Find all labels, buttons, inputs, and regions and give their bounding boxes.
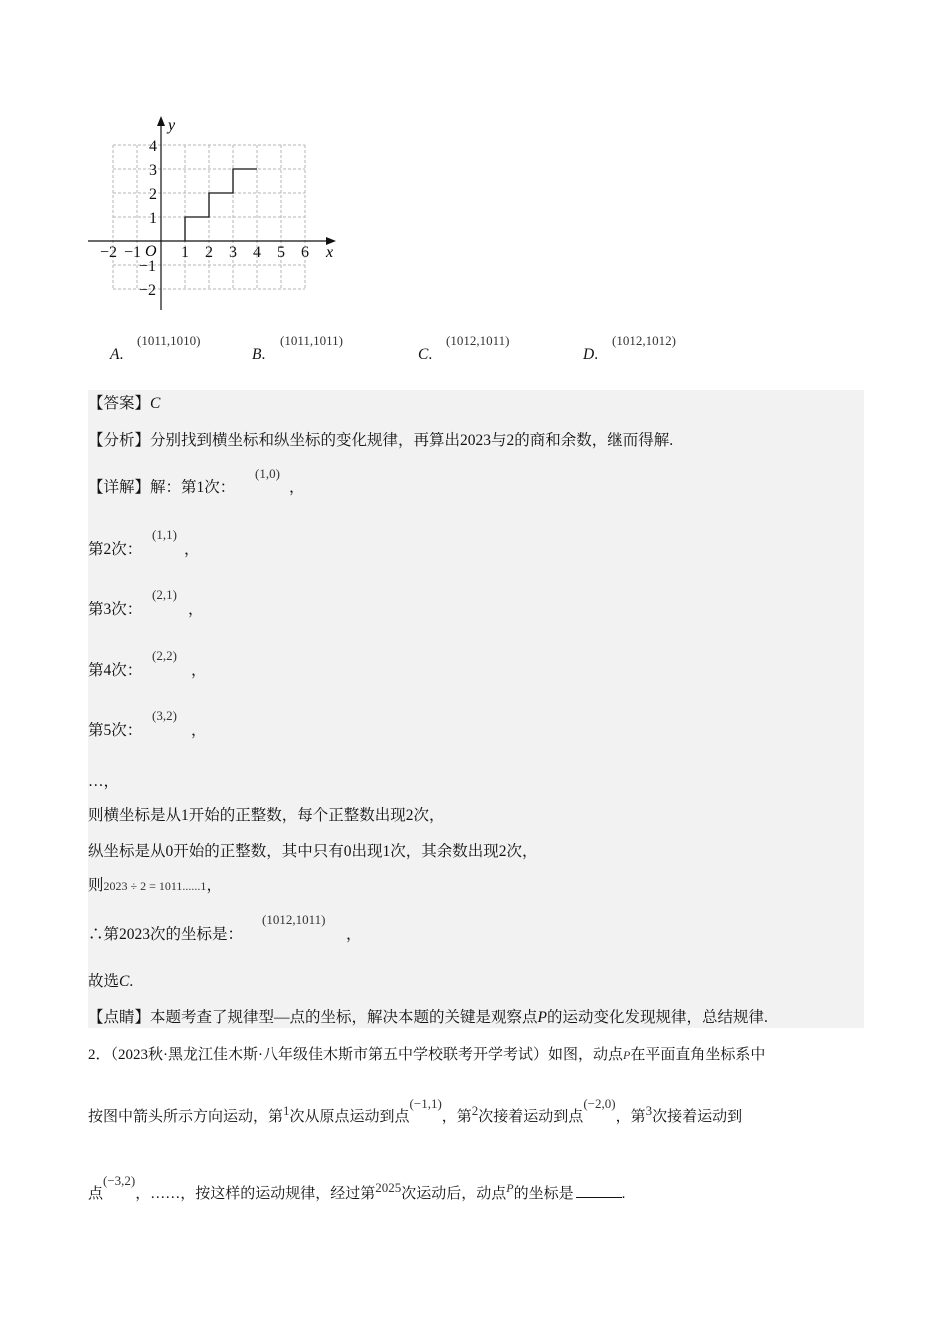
- step-number: 2025: [375, 1180, 402, 1195]
- comment-text-b: 的运动变化发现规律，总结规律.: [547, 1009, 768, 1026]
- answer-blank[interactable]: [576, 1183, 622, 1198]
- step-4-label: 第4次：: [88, 662, 143, 679]
- option-a-value: (1011,1010): [137, 333, 201, 348]
- calc-punct: ，: [206, 877, 222, 894]
- x-tick-labels: [100, 244, 309, 261]
- option-a[interactable]: [110, 345, 123, 365]
- step-4-coord: (2,2): [152, 648, 177, 663]
- comment-line: [88, 1008, 768, 1028]
- question-number: 2．: [88, 1047, 111, 1063]
- answer-value: C: [150, 395, 161, 412]
- step-number: 1: [283, 1103, 290, 1118]
- option-dot: .: [261, 346, 266, 363]
- question-text: 次接着运动到: [652, 1109, 743, 1125]
- y-tick-label: 4: [149, 138, 157, 155]
- answer-tag: 【答案】: [88, 395, 151, 412]
- step-3-label: 第3次：: [88, 601, 143, 618]
- question-text: ，第: [615, 1109, 646, 1125]
- x-tick-label: −2: [100, 244, 118, 261]
- question-2-line-3: [88, 1173, 626, 1204]
- first-coord: (1,0): [255, 466, 280, 481]
- first-punct: ，: [289, 479, 305, 496]
- option-letter: D: [583, 346, 595, 363]
- rule-x-line: 则横坐标是从1开始的正整数，每个正整数出现2次，: [88, 807, 445, 824]
- var-p: P: [506, 1181, 514, 1195]
- detail-tag: 【详解】: [88, 479, 151, 496]
- choose-end: .: [129, 973, 134, 990]
- analysis-tag: 【分析】: [88, 432, 151, 449]
- x-tick-label: 6: [301, 244, 309, 261]
- conclusion-line: [88, 925, 243, 945]
- question-end: .: [621, 1186, 626, 1202]
- y-tick-labels: [139, 138, 157, 299]
- calc-prefix: 则: [88, 877, 104, 894]
- step-5-punct: ，: [191, 722, 207, 739]
- question-source: （2023秋·黑龙江佳木斯·八年级佳木斯市第五中学校联考开学考试）如图，动点: [110, 1047, 624, 1063]
- rule-y-line: 纵坐标是从0开始的正整数，其中只有0出现1次，其余数出现2次，: [88, 843, 538, 860]
- step-5-coord: (3,2): [152, 708, 177, 723]
- question-text: 的坐标是: [513, 1186, 574, 1202]
- comment-tag: 【点睛】: [88, 1009, 151, 1026]
- y-tick-label: −1: [139, 258, 157, 275]
- question-2-line-1: [88, 1045, 765, 1065]
- step-5-label: 第5次：: [88, 722, 143, 739]
- y-axis-label: y: [168, 117, 176, 134]
- x-tick-label: 3: [229, 244, 237, 261]
- step-4-punct: ，: [191, 662, 207, 679]
- question-2-line-2: [88, 1096, 743, 1127]
- origin-label: O: [145, 243, 157, 260]
- analysis-text: 分别找到横坐标和纵坐标的变化规律，再算出2023与2的商和余数，继而得解.: [150, 432, 674, 449]
- x-tick-label: 1: [181, 244, 189, 261]
- option-letter: A: [110, 346, 120, 363]
- option-b-value: (1011,1011): [280, 333, 343, 348]
- question-text: 在平面直角坐标系中: [630, 1047, 766, 1063]
- calc-expression: 2023 ÷ 2 = 1011......1: [103, 879, 207, 893]
- step-number: 3: [645, 1103, 653, 1118]
- point-1: (−1,1): [409, 1096, 442, 1111]
- option-letter: C: [418, 346, 429, 363]
- question-text: 次运动后，动点: [401, 1186, 507, 1202]
- x-tick-label: −1: [124, 244, 142, 261]
- point-3: (−3,2): [103, 1173, 136, 1188]
- option-c-value: (1012,1011): [446, 333, 510, 348]
- comment-text-a: 本题考查了规律型—点的坐标，解决本题的关键是观察点: [150, 1009, 538, 1026]
- option-c[interactable]: [418, 345, 432, 365]
- conclusion-coord: (1012,1011): [262, 912, 326, 927]
- question-text: 次接着运动到点: [478, 1109, 584, 1125]
- option-dot: .: [594, 346, 599, 363]
- comment-var: P: [537, 1009, 547, 1026]
- option-letter: B: [252, 346, 262, 363]
- conclusion-punct: ，: [346, 926, 362, 943]
- question-text: ，第: [441, 1109, 472, 1125]
- step-3-coord: (2,1): [152, 587, 177, 602]
- x-tick-label: 2: [205, 244, 213, 261]
- x-axis-label: x: [326, 244, 334, 261]
- choose-letter: C: [119, 973, 130, 990]
- y-tick-label: 1: [149, 210, 157, 227]
- answer-line: [88, 394, 160, 414]
- point-2: (−2,0): [583, 1096, 616, 1111]
- question-text: 次从原点运动到点: [289, 1109, 410, 1125]
- y-tick-label: −2: [139, 282, 157, 299]
- question-text: 按图中箭头所示方向运动，第: [88, 1109, 284, 1125]
- calc-line: [88, 876, 222, 896]
- option-dot: .: [428, 346, 433, 363]
- var-p: P: [623, 1048, 631, 1062]
- ellipsis-line: …，: [88, 773, 120, 790]
- question-text: ，……，按这样的运动规律，经过第: [135, 1186, 376, 1202]
- detail-intro: 解：第1次：: [150, 479, 236, 496]
- y-tick-label: 2: [149, 186, 157, 203]
- step-number: 2: [471, 1103, 479, 1118]
- choose-text: 故选: [88, 973, 120, 990]
- y-tick-label: 3: [149, 162, 157, 179]
- option-b[interactable]: [252, 345, 265, 365]
- step-2-punct: ，: [184, 541, 200, 558]
- step-2-coord: (1,1): [152, 527, 177, 542]
- option-d[interactable]: [583, 345, 598, 365]
- y-axis-arrow-icon: [157, 116, 165, 126]
- x-tick-label: 4: [253, 244, 261, 261]
- analysis-line: [88, 431, 673, 451]
- option-dot: .: [119, 346, 124, 363]
- conclusion-prefix: ∴第2023次的坐标是：: [88, 926, 244, 943]
- coordinate-graph: [80, 110, 350, 320]
- step-2-label: 第2次：: [88, 541, 143, 558]
- step-path: [185, 169, 257, 241]
- step-3-punct: ，: [188, 601, 204, 618]
- question-text: 点: [88, 1186, 104, 1202]
- x-tick-label: 5: [277, 244, 285, 261]
- choose-line: [88, 972, 133, 992]
- detail-intro-line: [88, 478, 235, 498]
- option-d-value: (1012,1012): [612, 333, 676, 348]
